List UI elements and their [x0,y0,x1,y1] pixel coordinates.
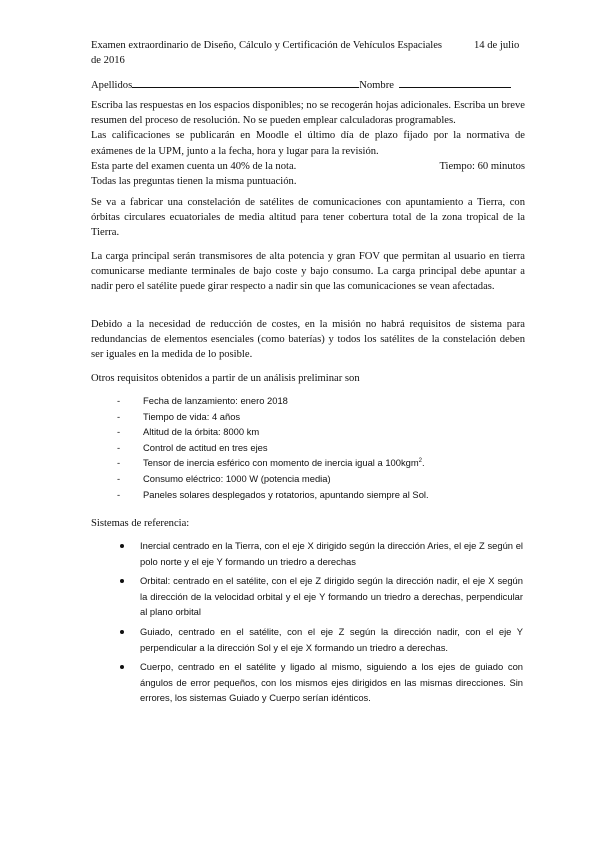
apellidos-field[interactable] [132,76,359,88]
exam-header [91,38,525,68]
paragraph-requirements-intro: Otros requisitos obtenidos a partir de un análisis preliminar son [91,373,360,384]
nombre-field[interactable] [399,76,511,88]
weight-time-row [91,159,525,174]
list-item: Inercial centrado en la Tierra, con el eje X dirigido según la dirección Aries, el eje Z según el polo norte y el eje Y formando un triedro a derechas [117,538,523,569]
inertia-tail: . [422,457,425,469]
list-item [117,455,527,471]
list-item: - Control de actitud en tres ejes [117,440,527,456]
requirements-list [117,393,527,502]
reference-systems-heading: Sistemas de referencia: [91,518,190,529]
list-item: Cuerpo, centrado en el satélite y ligado al mismo, siguiendo a los ejes de guiado con ángulos de error pequeños, con los mismos ejes dirigidos en las mismas direcciones. Sin errores, los sistemas Guiado y Cuerpo serían idénticos. [117,659,523,706]
list-item: - Fecha de lanzamiento: enero 2018 [117,393,527,409]
list-item: - Altitud de la órbita: 8000 km [117,424,527,440]
nombre-label: Nombre [359,80,394,91]
exam-date: 14 de julio [474,40,520,51]
apellidos-label: Apellidos [91,80,133,91]
name-line [91,76,525,93]
list-item: Orbital: centrado en el satélite, con el eje Z dirigido según la dirección nadir, el eje X según la dirección de la velocidad orbital y el eje Y formando un triedro a derechas, perpendicular al plano orbital [117,573,523,620]
inertia-text: Tensor de inercia esférico con momento de inercia igual a 100kgm [143,457,419,469]
list-item: - Consumo eléctrico: 1000 W (potencia media) [117,471,527,487]
exam-date-year: de 2016 [91,55,125,67]
scoring-note: Todas las preguntas tienen la misma puntuación. [91,176,297,188]
inertia-superscript: 2 [418,458,423,465]
paragraph-payload: La carga principal serán transmisores de alta potencia y gran FOV que permitan al usuario en tierra comunicarse mediante terminales de bajo coste y bajo consumo. La carga principal debe apuntar a nadir pero el satélite puede girar respecto a nadir sin que las comunicaciones se vean afectadas. [91,251,525,293]
reference-systems-list [117,538,523,710]
instructions [91,98,525,189]
exam-time: Tiempo: 60 minutos [439,160,525,172]
exam-weight: Esta parte del examen cuenta un 40% de la nota. [91,160,297,172]
exam-title: Examen extraordinario de Diseño, Cálculo y Certificación de Vehículos Espaciales [91,40,443,51]
instructions-line-2: Las calificaciones se publicarán en Moodle el último día de plazo fijado por la normativa de exámenes de la UPM, junto a la fecha, hora y lugar para la revisión. [91,130,525,157]
paragraph-costs: Debido a la necesidad de reducción de costes, en la misión no habrá requisitos de sistema para redundancias de elementos esenciales (como baterías) y todos los satélites de la constelación deben ser iguales en la medida de lo posible. [91,319,525,361]
instructions-line-1: Escriba las respuestas en los espacios disponibles; no se recogerán hojas adicionales. Escriba un breve resumen del proceso de resolución. No se pueden emplear calculadoras programables. [91,100,525,127]
list-item: Guiado, centrado en el satélite, con el eje Z según la dirección nadir, con el eje Y perpendicular a la dirección Sol y el eje X formando un triedro a derechas. [117,624,523,655]
list-item: - Tiempo de vida: 4 años [117,409,527,425]
list-item: - Paneles solares desplegados y rotatorios, apuntando siempre al Sol. [117,487,527,503]
paragraph-constellation: Se va a fabricar una constelación de satélites de comunicaciones con apuntamiento a Tierra, con órbitas circulares ecuatoriales de media altitud para tener cobertura total de la zona tropical de la Tierra. [91,197,525,239]
